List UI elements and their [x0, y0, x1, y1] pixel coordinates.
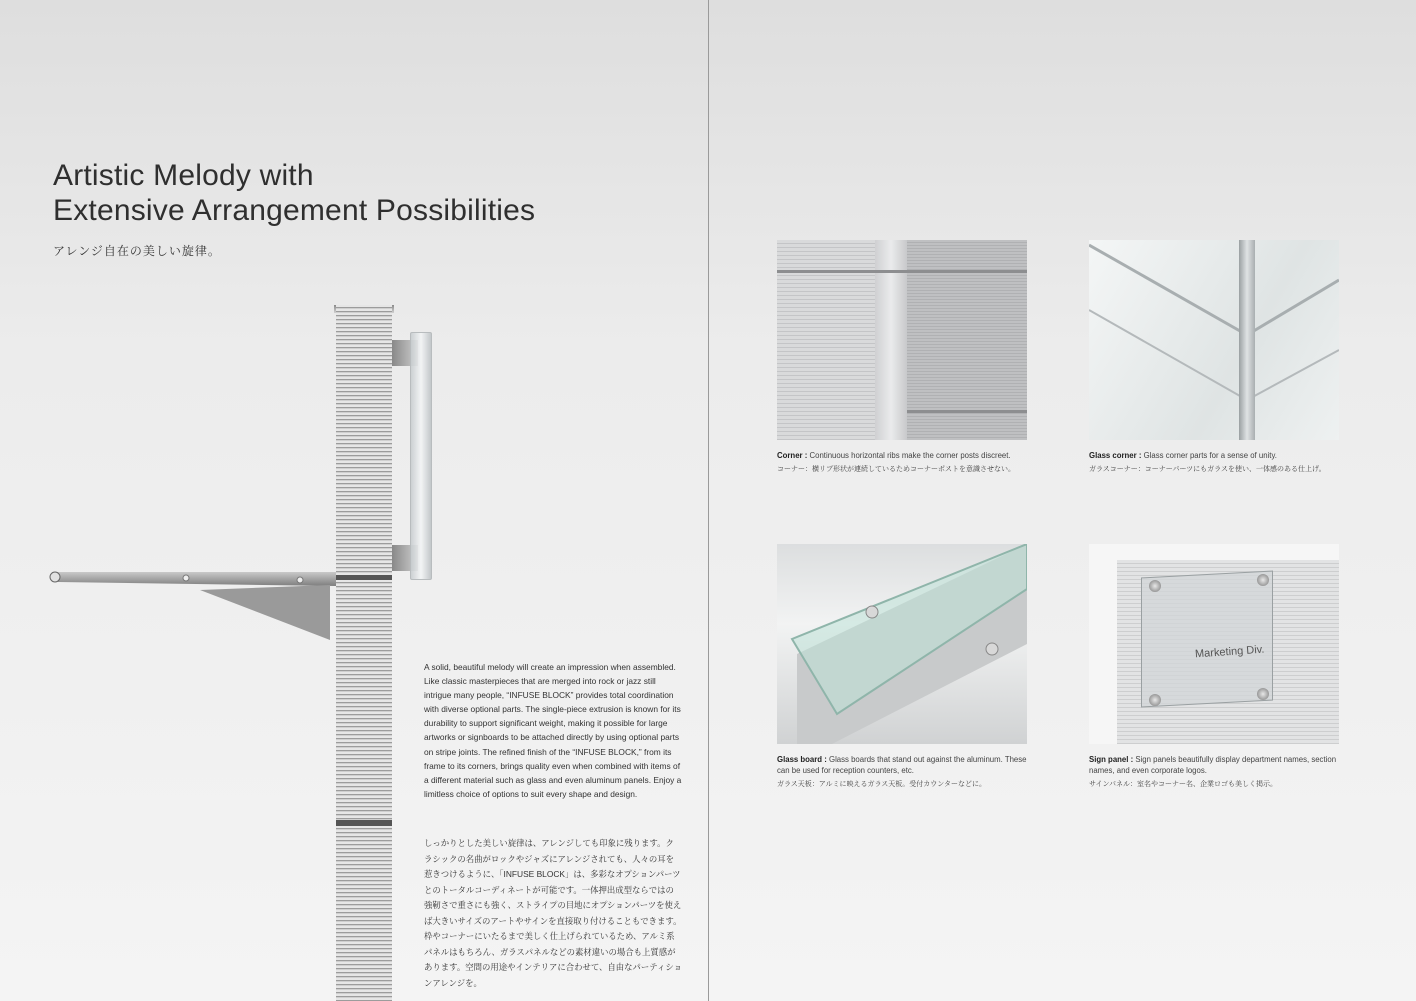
photo-glass-corner [1089, 240, 1339, 440]
caption-label: Glass board : [777, 755, 827, 764]
caption-desc: Sign panels beautifully display department names, section names, and even corporate logos. [1089, 755, 1337, 775]
body-text-jp: しっかりとした美しい旋律は、アレンジしても印象に残ります。クラシックの名曲がロックやジャズにアレンジされても、人々の耳を惹きつけるように、「INFUSE BLOCK」は、多彩なオプションパーツとのトータルコーディネートが可能です。一体押出成型ならではの強靭さで重さにも強く、ストライプの目地にオプションパーツを使えば大きいサイズのアートやサインを直接取り付けることもできます。枠やコーナーにいたるまで美しく仕上げられているため、アルミ系パネルはもちろん、ガラスパネルなどの素材違いの場合も上質感があります。空間の用途やインテリアに合わせて、自由なパーティションアレンジを。 [424, 838, 682, 988]
sign-plate [1141, 571, 1273, 708]
sign-bolt [1257, 574, 1269, 586]
caption-desc-jp: ガラスコーナー：コーナーパーツにもガラスを使い、一体感のある仕上げ。 [1089, 466, 1326, 473]
caption-desc: Glass boards that stand out against the aluminum. These can be used for reception counters, etc. [777, 755, 1027, 775]
right-page [709, 0, 1416, 1001]
caption-desc-jp: コーナー：横リブ形状が連続しているためコーナーポストを意識させない。 [777, 466, 1015, 473]
sign-bolt [1149, 580, 1161, 592]
sign-text: Marketing Div. [1194, 643, 1265, 661]
shelf-arm-screw [297, 577, 303, 583]
caption-label: Corner : [777, 451, 808, 460]
sign-bolt [1149, 694, 1161, 706]
caption-label: Glass corner : [1089, 451, 1142, 460]
glass-corner-post [1239, 240, 1255, 440]
title-line-1: Artistic Melody with [53, 159, 314, 192]
glass-board-illustration [777, 544, 1027, 744]
sign-bolt [1257, 688, 1269, 700]
subtitle-jp: アレンジ自在の美しい旋律。 [53, 244, 221, 258]
shelf-arm-pivot [50, 572, 60, 582]
caption-label: Sign panel : [1089, 755, 1134, 764]
caption-desc-jp: ガラス天板：アルミに映えるガラス天板。受付カウンターなどに。 [777, 781, 987, 788]
shelf-arm-brace [200, 585, 330, 640]
caption-desc-jp: サインパネル：室名やコーナー名、企業ロゴも美しく掲示。 [1089, 781, 1278, 788]
body-text-en: A solid, beautiful melody will create an impression when assembled. Like classic masterpieces that are merged into rock or jazz still intrigue many people, “INFUSE BLOCK” provides total coordination with diverse optional parts. The single-piece extrusion is known for its durability to support significant weight, making it possible for large artworks or signboards to be attached directly by using optional parts on stripe joints. The refined finish of the “INFUSE BLOCK,” from its frame to its corners, brings quality even when combined with items of a different material such as glass and even aluminum panels. Enjoy a limitless choice of options to suit every shape and design. [424, 662, 682, 799]
caption-glass-corner [1089, 450, 1349, 475]
photo-glass-board [777, 544, 1027, 744]
caption-corner [777, 450, 1037, 475]
caption-desc: Continuous horizontal ribs make the corner posts discreet. [809, 451, 1011, 460]
shelf-arm-top [52, 572, 336, 586]
rib-gap [907, 410, 1027, 413]
rib-gap [777, 270, 1027, 273]
caption-sign-panel [1089, 754, 1351, 790]
shelf-arm-screw [183, 575, 189, 581]
caption-glass-board [777, 754, 1037, 790]
caption-desc: Glass corner parts for a sense of unity. [1143, 451, 1277, 460]
photo-sign-panel [1089, 544, 1339, 744]
title-line-2: Extensive Arrangement Possibilities [53, 194, 536, 227]
photo-corner [777, 240, 1027, 440]
glass-frame-lines [1089, 240, 1339, 440]
